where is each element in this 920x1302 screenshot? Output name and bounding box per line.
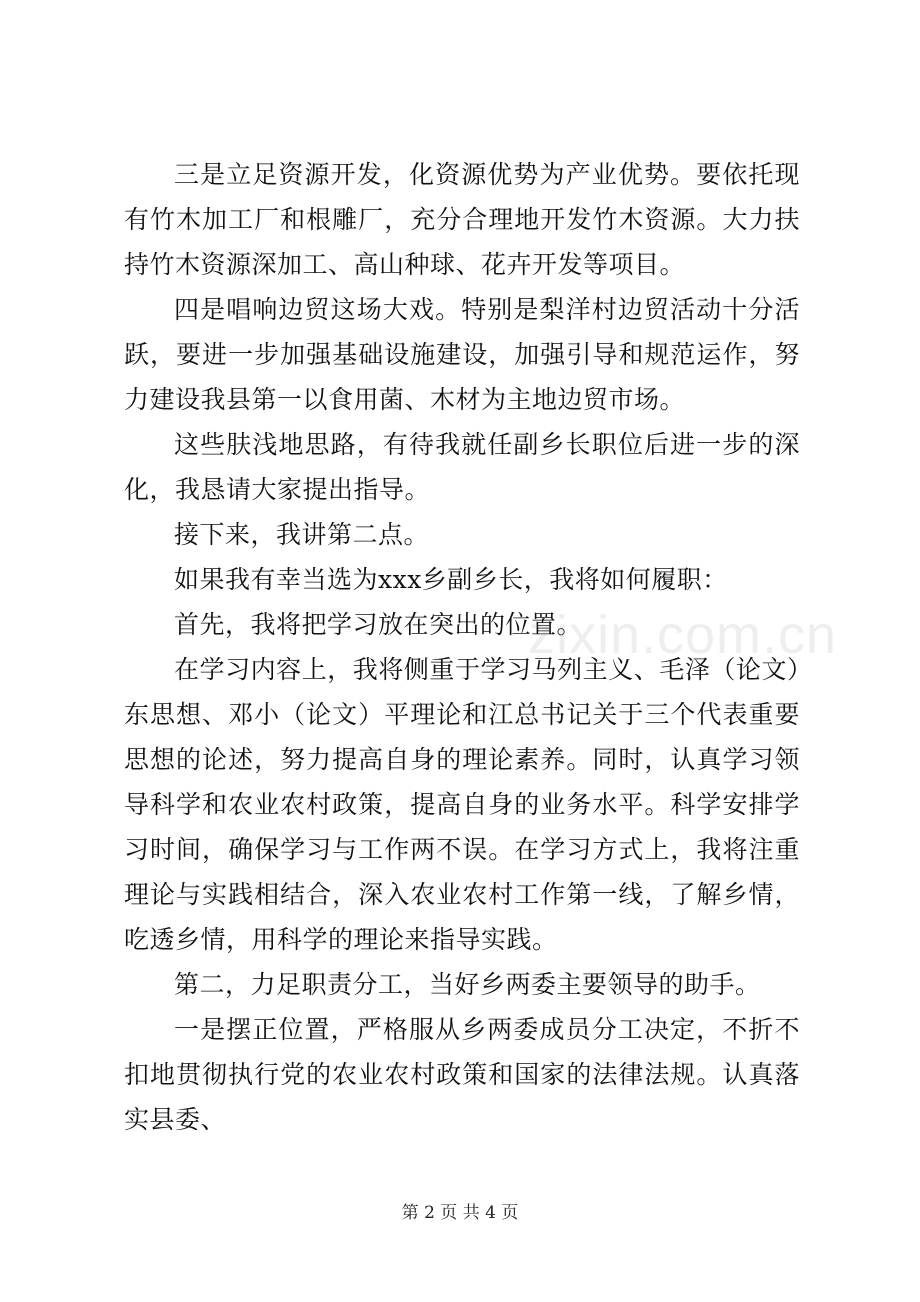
page-footer: 第 2 页 共 4 页	[401, 1203, 519, 1223]
paragraph: 首先，我将把学习放在突出的位置。	[174, 610, 583, 639]
paragraph: 这些肤浅地思路，有待我就任副乡长职位后进一步的深化，我恳请大家提出指导。	[124, 430, 800, 504]
paragraph: 四是唱响边贸这场大戏。特别是梨洋村边贸活动十分活跃，要进一步加强基础设施建设，加强引导和规范运作，努力建设我县第一以食用菌、木材为主地边贸市场。	[124, 295, 800, 414]
paragraph: 如果我有幸当选为xxx乡副乡长，我将如何履职：	[174, 565, 728, 594]
paragraph: 第二，力足职责分工，当好乡两委主要领导的助手。	[174, 970, 761, 999]
paragraph: 三是立足资源开发，化资源优势为产业优势。要依托现有竹木加工厂和根雕厂，充分合理地开发竹木资源。大力扶持竹木资源深加工、高山种球、花卉开发等项目。	[124, 160, 800, 279]
paragraph: 在学习内容上，我将侧重于学习马列主义、毛泽（论文）东思想、邓小（论文）平理论和江总书记关于三个代表重要思想的论述，努力提高自身的理论素养。同时，认真学习领导科学和农业农村政策，提高自身的业务水平。科学安排学习时间，确保学习与工作两不误。在学习方式上，我将注重理论与实践相结合，深入农业农村工作第一线，了解乡情，吃透乡情，用科学的理论来指导实践。	[124, 655, 800, 954]
paragraph: 一是摆正位置，严格服从乡两委成员分工决定，不折不扣地贯彻执行党的农业农村政策和国家的法律法规。认真落实县委、	[124, 1015, 800, 1134]
watermark: zixin.com.cn	[528, 605, 838, 665]
paragraph: 接下来，我讲第二点。	[174, 520, 430, 549]
